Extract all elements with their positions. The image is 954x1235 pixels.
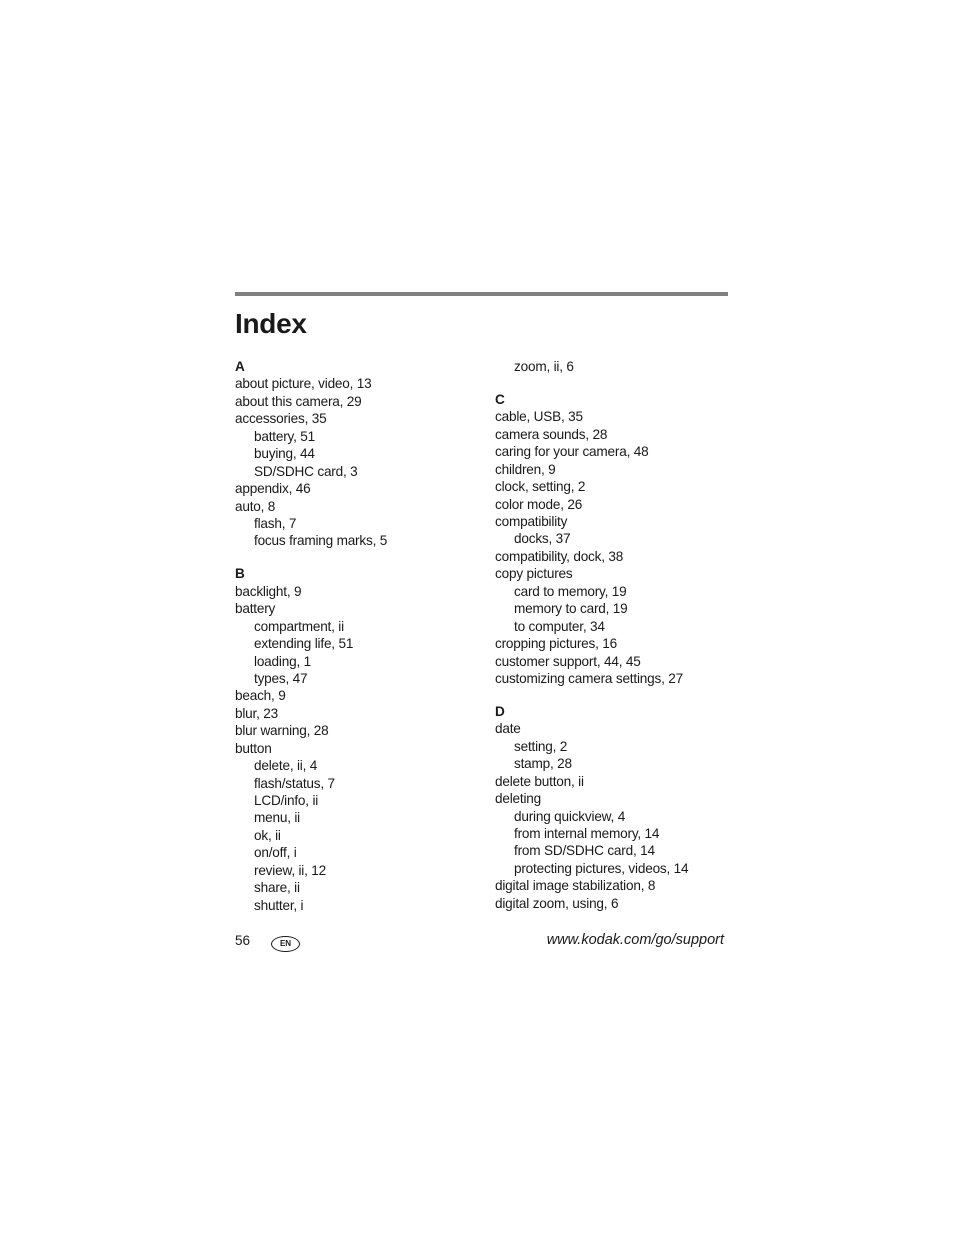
index-subentry: card to memory, 19 (514, 583, 627, 599)
index-entry: compatibility (495, 514, 568, 529)
index-entry: about picture, video, 13 (235, 376, 372, 392)
index-subentry: from SD/SDHC card, 14 (514, 843, 655, 859)
index-column-left (235, 358, 495, 914)
page-title: Index (235, 308, 307, 339)
index-entry: copy pictures (495, 566, 573, 582)
index-entry: backlight, 9 (235, 583, 302, 599)
index-subentry: during quickview, 4 (514, 808, 626, 824)
index-subentry: zoom, ii, 6 (514, 359, 574, 374)
index-spacer (495, 375, 755, 391)
index-subentry: setting, 2 (514, 738, 568, 754)
index-entry: auto, 8 (235, 498, 276, 514)
index-entry: compatibility, dock, 38 (495, 548, 624, 564)
index-subentry: compartment, ii (254, 618, 344, 634)
index-subentry: memory to card, 19 (514, 601, 628, 617)
index-subentry: LCD/info, ii (254, 793, 319, 808)
index-subentry: flash/status, 7 (254, 775, 335, 791)
index-entry: clock, setting, 2 (495, 479, 586, 495)
page-number: 56 (235, 933, 251, 948)
index-subentry: types, 47 (254, 670, 308, 686)
index-entry: customizing camera settings, 27 (495, 670, 683, 686)
index-entry: digital image stabilization, 8 (495, 878, 656, 894)
index-subentry: review, ii, 12 (254, 862, 326, 878)
index-subentry: docks, 37 (514, 531, 571, 547)
index-entry: digital zoom, using, 6 (495, 895, 619, 911)
index-column-right (495, 358, 755, 912)
index-section-letter: B (235, 566, 245, 582)
index-subentry: stamp, 28 (514, 756, 572, 772)
index-entry: battery (235, 601, 276, 617)
index-entry: camera sounds, 28 (495, 426, 608, 442)
language-badge: EN (271, 936, 300, 952)
index-spacer (235, 550, 495, 566)
index-subentry: from internal memory, 14 (514, 825, 660, 841)
index-subentry: protecting pictures, videos, 14 (514, 860, 689, 876)
index-entry: about this camera, 29 (235, 393, 362, 409)
index-subentry: flash, 7 (254, 515, 297, 531)
index-entry: blur, 23 (235, 705, 278, 721)
index-subentry: to computer, 34 (514, 618, 605, 634)
index-entry: color mode, 26 (495, 496, 583, 512)
index-subentry: shutter, i (254, 897, 304, 913)
index-entry: appendix, 46 (235, 481, 311, 497)
index-subentry: ok, ii (254, 827, 281, 843)
index-subentry: loading, 1 (254, 653, 311, 669)
index-section-letter: C (495, 391, 505, 407)
index-spacer (495, 687, 755, 703)
index-entry: children, 9 (495, 461, 556, 477)
index-subentry: SD/SDHC card, 3 (254, 463, 358, 479)
index-entry: delete button, ii (495, 773, 584, 789)
index-subentry: battery, 51 (254, 428, 316, 444)
index-entry: cable, USB, 35 (495, 409, 583, 425)
index-subentry: buying, 44 (254, 446, 315, 462)
index-subentry: share, ii (254, 880, 300, 896)
index-entry: deleting (495, 791, 542, 807)
index-subentry: extending life, 51 (254, 636, 354, 652)
index-entry: button (235, 740, 272, 756)
index-entry: date (495, 721, 521, 737)
header-rule (235, 292, 728, 296)
index-subentry: focus framing marks, 5 (254, 533, 388, 549)
index-subentry: menu, ii (254, 810, 300, 826)
index-section-letter: D (495, 703, 505, 719)
index-subentry: on/off, i (254, 845, 297, 861)
index-section-letter: A (235, 359, 245, 374)
index-entry: blur warning, 28 (235, 723, 329, 739)
index-subentry: delete, ii, 4 (254, 758, 318, 774)
index-entry: customer support, 44, 45 (495, 653, 641, 669)
index-entry: beach, 9 (235, 688, 286, 704)
index-entry: cropping pictures, 16 (495, 636, 617, 652)
support-url: www.kodak.com/go/support (546, 932, 724, 948)
index-entry: accessories, 35 (235, 411, 327, 427)
index-entry: caring for your camera, 48 (495, 444, 649, 460)
